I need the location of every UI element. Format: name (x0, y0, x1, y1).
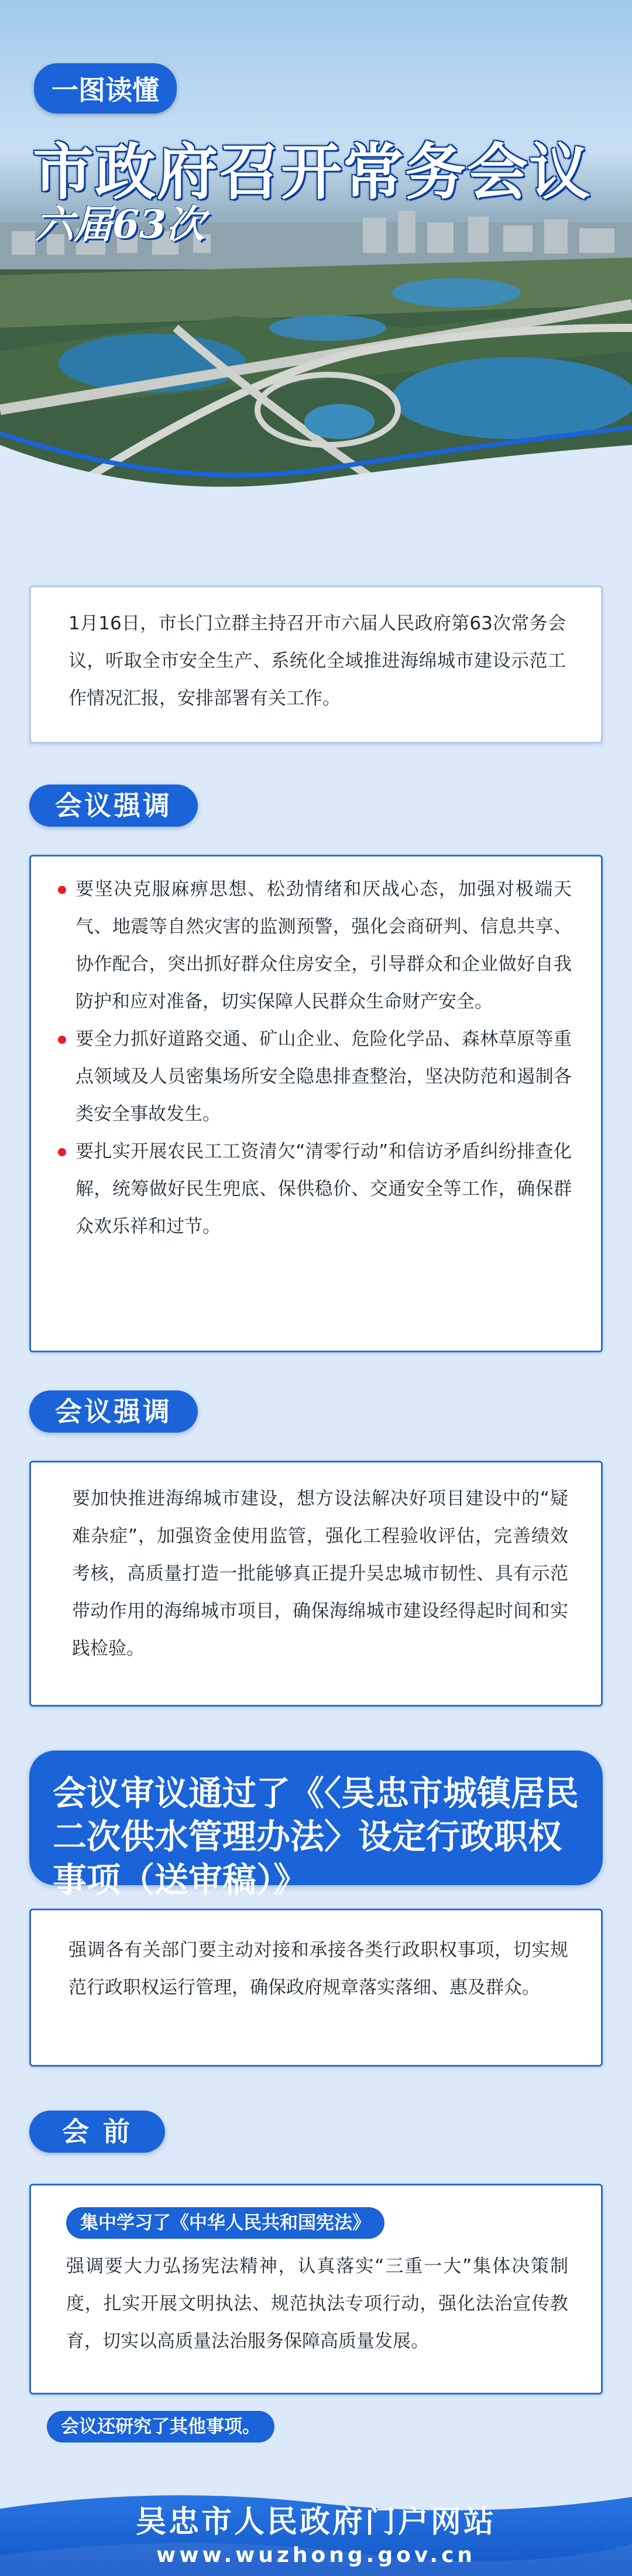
page-title: 市政府召开常务会议 (33, 136, 592, 208)
review-banner: 会议审议通过了《〈吴忠市城镇居民二次供水管理办法〉设定行政职权事项（送审稿）》 (29, 1751, 603, 1885)
emphasis-text: 要加快推进海绵城市建设，想方设法解决好项目建设中的“疑难杂症”，加强资金使用监管，强化工程验收评估，完善绩效考核，高质量打造一批能够真正提升吴忠城市韧性、具有示范带动作用的海绵城市项目，确保海绵城市建设经得起时间和实践检验。 (72, 1488, 568, 1659)
before-meeting-text: 强调要大力弘扬宪法精神，认真落实“三重一大”集体决策制度，扎实开展文明执法、规范执法专项行动，强化法治宣传教育，切实以高质量法治服务保障高质量发展。 (66, 2256, 568, 2352)
footer-url-link[interactable]: www.wuzhong.gov.cn (156, 2543, 476, 2567)
emphasis-item: 要扎实开展农民工工资清欠“清零行动”和信访矛盾纠纷排查化解，统筹做好民生兜底、保供稳价、交通安全等工作，确保群众欢乐祥和过节。 (65, 1133, 572, 1245)
study-pill: 集中学习了《中华人民共和国宪法》 (66, 2207, 384, 2239)
hero-tag: 一图读懂 (34, 63, 177, 114)
review-text: 强调各有关部门要主动对接和承接各类行政职权事项，切实规范行政职权运行管理，确保政府规章落实落细、惠及群众。 (68, 1940, 568, 1998)
bullet-dot-icon (58, 1036, 66, 1044)
page-subtitle: 六届63次 (35, 201, 205, 247)
section-tab-before-meeting: 会 前 (29, 2111, 165, 2153)
footer-site-name: 吴忠市人民政府门户网站 (135, 2505, 496, 2540)
section-tab-emphasis-1: 会议强调 (29, 785, 198, 827)
before-meeting-box (29, 2184, 603, 2395)
closing-pill: 会议还研究了其他事项。 (47, 2411, 274, 2443)
bullet-dot-icon (58, 886, 66, 894)
review-box (29, 1909, 603, 2067)
intro-text: 1月16日，市长门立群主持召开市六届人民政府第63次常务会议，听取全市安全生产、系统化全域推进海绵城市建设示范工作情况汇报，安排部署有关工作。 (68, 613, 566, 709)
emphasis-item: 要全力抓好道路交通、矿山企业、危险化学品、森林草原等重点领域及人员密集场所安全隐患排查整治，坚决防范和遏制各类安全事故发生。 (65, 1020, 572, 1133)
intro-box (29, 585, 603, 744)
emphasis-box-1 (29, 855, 603, 1352)
section-tab-emphasis-2: 会议强调 (29, 1390, 198, 1433)
bullet-dot-icon (58, 1148, 66, 1156)
hero-banner (0, 0, 632, 503)
footer (0, 2485, 632, 2576)
emphasis-item: 要坚决克服麻痹思想、松劲情绪和厌战心态，加强对极端天气、地震等自然灾害的监测预警，强化会商研判、信息共享、协作配合，突出抓好群众住房安全，引导群众和企业做好自我防护和应对准备，切实保障人民群众生命财产安全。 (65, 871, 572, 1020)
emphasis-box-2 (29, 1461, 603, 1707)
